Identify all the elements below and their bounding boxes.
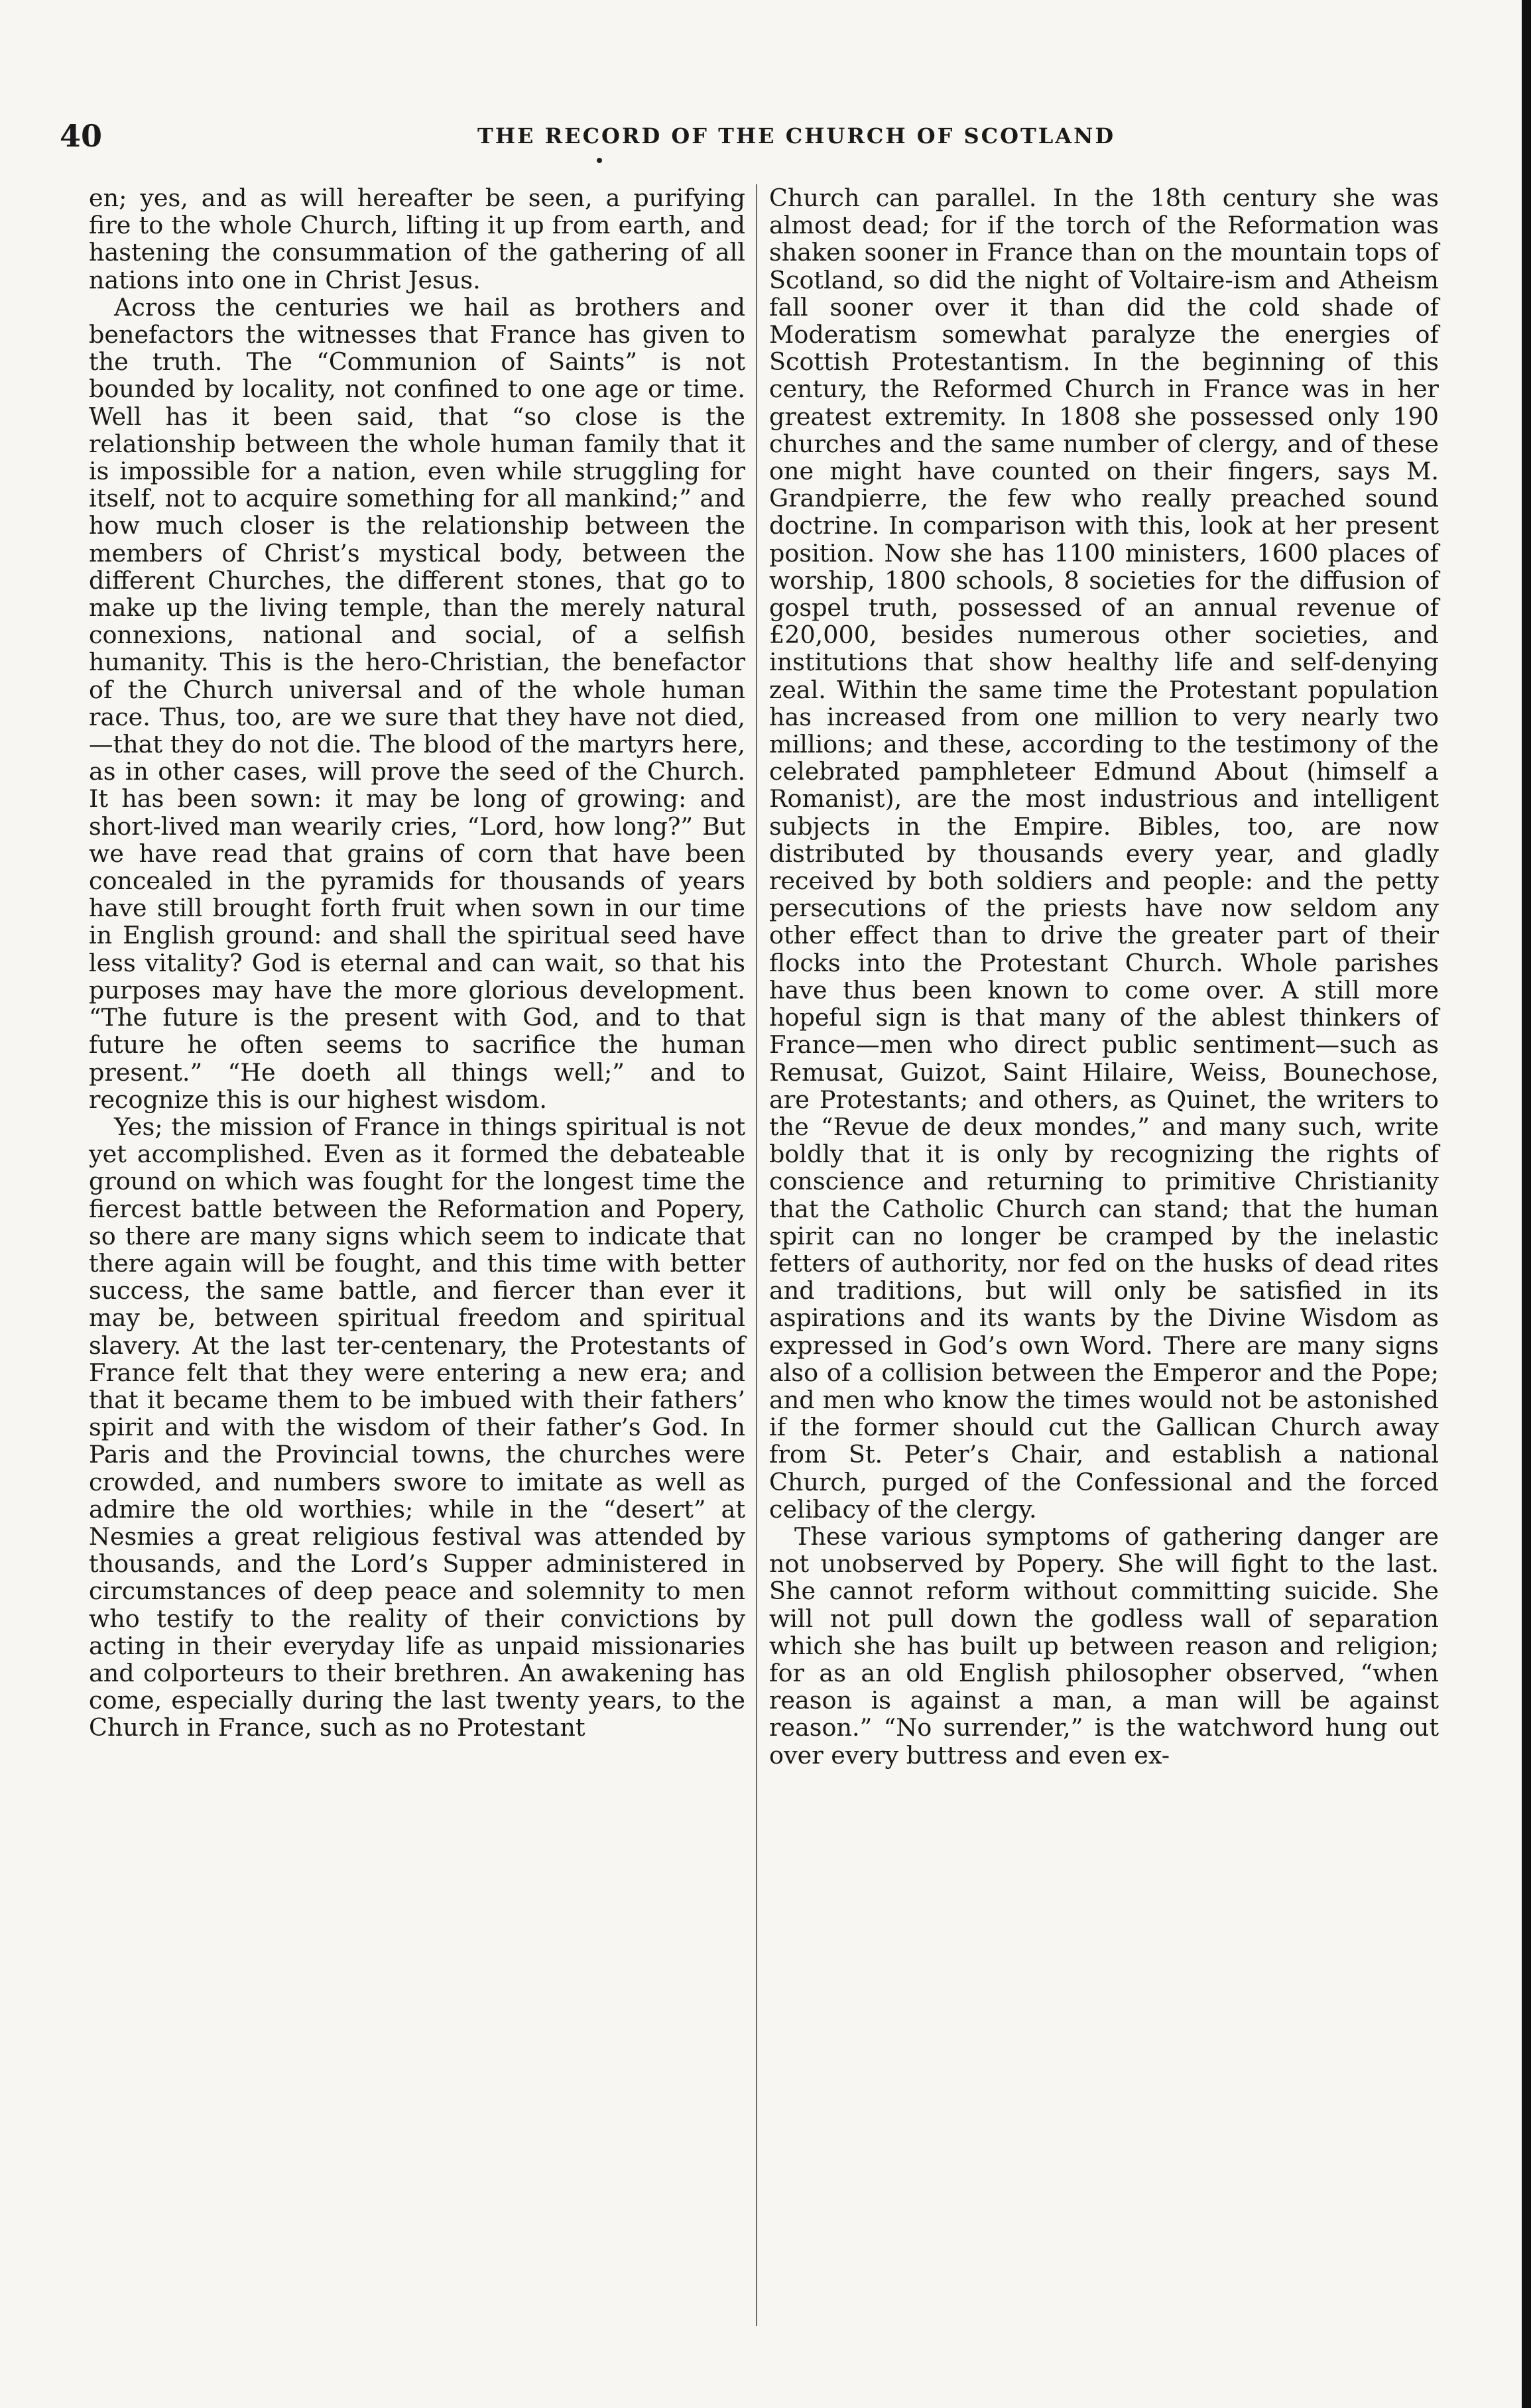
page-number: 40 [60,118,103,154]
column-divider [756,184,757,2326]
page-header [60,118,1419,164]
header-ornament-dot [597,158,602,163]
left-paragraph-2: Across the centuries we hail as brothers and benefactors the witnesses that France has given to the truth. The “Communion of Saints” is not bounded by locality, not confined to one age or time. Well has it been said, that “so close is the relationship between the whole human family that it is impossible for a nation, even while struggling for itself, not to acquire something for all mankind;” and how much closer is the relationship between the members of Christ’s mystical body, between the different Churches, the different stones, that go to make up the living temple, than the merely natural connexions, national and social, of a selfish humanity. This is the hero-Christian, the benefactor of the Church universal and of the whole human race. Thus, too, are we sure that they have not died,—that they do not die. The blood of the martyrs here, as in other cases, will prove the seed of the Church. It has been sown: it may be long of growing: and short-lived man wearily cries, “Lord, how long?” But we have read that grains of corn that have been concealed in the pyramids for thousands of years have still brought forth fruit when sown in our time in English ground: and shall the spiritual seed have less vitality? God is eternal and can wait, so that his purposes may have the more glorious development. “The future is the present with God, and to that future he often seems to sacrifice the human present.” “He doeth all things well;” and to recognize this is our highest wisdom. [89,292,745,1114]
right-paragraph-2: These various symptoms of gathering danger are not unobserved by Popery. She will fight to the last. She cannot reform without committing suicide. She will not pull down the godless wall of separation which she has built up between reason and religion; for as an old English philosopher observed, “when reason is against a man, a man will be against reason.” “No surrender,” is the watchword hung out over every buttress and even ex- [769,1522,1439,1770]
left-paragraph-3: Yes; the mission of France in things spiritual is not yet accomplished. Even as it formed the debateable ground on which was fought for the longest time the fiercest battle between the Reformation and Popery, so there are many signs which seem to indicate that there again will be fought, and this time with better success, the same battle, and fiercer than ever it may be, between spiritual freedom and spiritual slavery. At the last ter-centenary, the Protestants of France felt that they were entering a new era; and that it became them to be imbued with their fathers’ spirit and with the wisdom of their father’s God. In Paris and the Provincial towns, the churches were crowded, and numbers swore to imitate as well as admire the old worthies; while in the “desert” at Nesmies a great religious festival was attended by thousands, and the Lord’s Supper administered in circumstances of deep peace and solemnity to men who testify to the reality of their convictions by acting in their everyday life as unpaid missionaries and colporteurs to their brethren. An awakening has come, especially during the last twenty years, to the Church in France, such as no Protestant [89,1112,745,1742]
running-title: THE RECORD OF THE CHURCH OF SCOTLAND [477,123,1116,149]
right-paragraph-1: Church can parallel. In the 18th century she was almost dead; for if the torch of the Reformation was shaken sooner in France than on the mountain tops of Scotland, so did the night of Voltaire-ism and Atheism fall sooner over it than did the cold shade of Moderatism somewhat paralyze the energies of Scottish Protestantism. In the beginning of this century, the Reformed Church in France was in her greatest extremity. In 1808 she possessed only 190 churches and the same number of clergy, and of these one might have counted on their fingers, says M. Grandpierre, the few who really preached sound doctrine. In comparison with this, look at her present position. Now she has 1100 ministers, 1600 places of worship, 1800 schools, 8 societies for the diffusion of gospel truth, possessed of an annual revenue of £20,000, besides numerous other societies, and institutions that show healthy life and self-denying zeal. Within the same time the Protestant population has increased from one million to very nearly two millions; and these, according to the testimony of the celebrated pamphleteer Edmund About (himself a Romanist), are the most industrious and intelligent subjects in the Empire. Bibles, too, are now distributed by thousands every year, and gladly received by both soldiers and people: and the petty persecutions of the priests have now seldom any other effect than to drive the greater part of their flocks into the Protestant Church. Whole parishes have thus been known to come over. A still more hopeful sign is that many of the ablest thinkers of France—men who direct public sentiment—such as Remusat, Guizot, Saint Hilaire, Weiss, Bounechose, are Protestants; and others, as Quinet, the writers to the “Revue de deux mondes,” and many such, write boldly that it is only by recognizing the rights of conscience and returning to primitive Christianity that the Catholic Church can stand; that the human spirit can no longer be cramped by the inelastic fetters of authority, nor fed on the husks of dead rites and traditions, but will only be satisfied in its aspirations and its wants by the Divine Wisdom as expressed in God’s own Word. There are many signs also of a collision between the Emperor and the Pope; and men who know the times would not be astonished if the former should cut the Gallican Church away from St. Peter’s Chair, and establish a national Church, purged of the Confessional and the forced celibacy of the clergy. [769,184,1439,1524]
right-column [769,184,1439,1769]
left-column [89,184,745,1742]
left-paragraph-1: en; yes, and as will hereafter be seen, a purifying fire to the whole Church, lifting it up from earth, and hastening the consummation of the gathering of all nations into one in Christ Jesus. [89,184,745,294]
page-edge-shadow [1522,0,1531,2408]
